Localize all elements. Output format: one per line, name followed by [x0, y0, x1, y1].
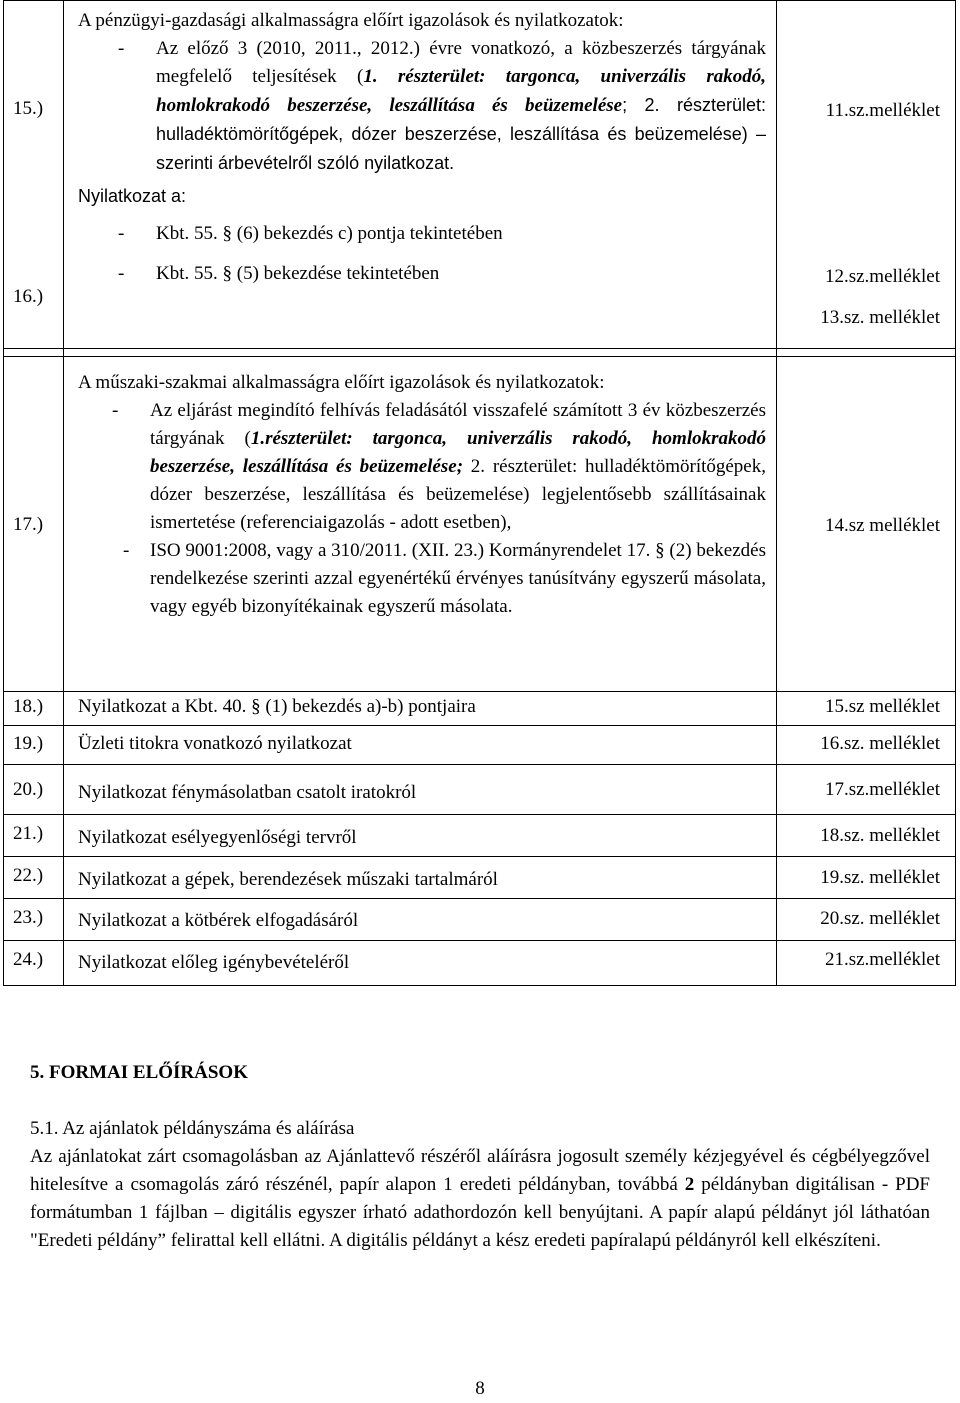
row-text: Nyilatkozat esélyegyenlőségi tervről	[78, 827, 357, 848]
list-dash: -	[112, 400, 119, 421]
annex-reference: 17.sz.melléklet	[824, 779, 940, 800]
row-17-content	[78, 369, 766, 621]
row-divider	[3, 725, 956, 726]
row-number: 23.)	[13, 907, 44, 928]
row-number: 18.)	[13, 696, 44, 717]
row-divider	[3, 348, 956, 349]
annex-reference: 21.sz.melléklet	[824, 949, 940, 970]
annex-reference: 13.sz. melléklet	[820, 307, 940, 328]
section-title: 5. FORMAI ELŐÍRÁSOK	[30, 1062, 248, 1083]
table-column-divider	[776, 0, 777, 986]
row-number: 20.)	[13, 779, 44, 800]
annex-reference: 20.sz. melléklet	[820, 908, 940, 929]
list-dash: -	[118, 223, 125, 244]
row-text: Üzleti titokra vonatkozó nyilatkozat	[78, 733, 352, 754]
row-text: Nyilatkozat előleg igénybevételéről	[78, 952, 350, 973]
row-number: 21.)	[13, 823, 44, 844]
row-divider	[3, 940, 956, 941]
annex-reference: 11.sz.melléklet	[825, 100, 940, 121]
section-subtitle: 5.1. Az ajánlatok példányszáma és aláírása	[30, 1118, 355, 1139]
paragraph-text: Az ajánlatokat zárt csomagolásban az Ajánlattevő részéről aláírásra jogosult személy kézjegyével és cégbélyegzővel hitelesítve a csomagolás záró részénél, papír alapon 1 eredeti példányban, továbbá	[30, 1146, 930, 1195]
section-paragraph	[30, 1143, 930, 1255]
row-number: 24.)	[13, 949, 44, 970]
row-text: Nyilatkozat a Kbt. 40. § (1) bekezdés a)-b) pontjaira	[78, 696, 476, 717]
row-number: 15.)	[13, 98, 44, 119]
row-text: Nyilatkozat a kötbérek elfogadásáról	[78, 910, 359, 931]
item-text: Az eljárást megindító felhívás feladásától visszafelé számított 3 év közbeszerzés tárgyának (	[150, 400, 766, 449]
row-heading: A műszaki-szakmai alkalmasságra előírt igazolások és nyilatkozatok:	[78, 372, 605, 393]
table-border-right	[955, 0, 956, 986]
table-border-bottom	[3, 985, 956, 986]
list-dash: -	[118, 38, 125, 59]
page-number: 8	[475, 1378, 485, 1399]
row-divider	[3, 764, 956, 765]
list-item	[118, 260, 766, 288]
row-heading: A pénzügyi-gazdasági alkalmasságra előírt igazolások és nyilatkozatok:	[78, 10, 624, 31]
item-text: Kbt. 55. § (5) bekezdése tekintetében	[156, 263, 440, 284]
annex-reference: 15.sz melléklet	[824, 696, 940, 717]
list-item	[118, 220, 766, 248]
item-text: ; 2. részterület: hulladéktömörítőgépek, dózer beszerzése, leszállítása és beüzemelése) – szerinti árbevételről szóló nyilatkozat.	[156, 95, 766, 173]
row-text: Nyilatkozat fénymásolatban csatolt iratokról	[78, 782, 417, 803]
paragraph-emphasis: 2	[684, 1174, 695, 1195]
row-text: Nyilatkozat a gépek, berendezések műszaki tartalmáról	[78, 869, 498, 890]
table-border-top	[3, 0, 956, 1]
row-number: 22.)	[13, 865, 44, 886]
list-dash: -	[118, 263, 125, 284]
row-divider	[3, 856, 956, 857]
item-emphasis: 1. részterület: targonca, univerzális rakodó, homlokrakodó beszerzése, leszállítása és beüzemelése	[156, 66, 766, 116]
row-divider	[3, 898, 956, 899]
row-number: 19.)	[13, 733, 44, 754]
row-divider	[3, 691, 956, 692]
item-text: Az előző 3 (2010, 2011., 2012.) évre vonatkozó, a közbeszerzés tárgyának megfelelő teljesítések (	[156, 38, 766, 87]
table-border-left	[3, 0, 4, 986]
row-divider	[3, 356, 956, 357]
row-15-content	[78, 7, 766, 288]
paragraph-text: példányban digitálisan - PDF formátumban 1 fájlban – digitális egyszer írható adathordozón kell benyújtani. A papír alapú példányt jól láthatóan "Eredeti példány” felirattal kell ellátni. A digitális példányt a kész eredeti papíralapú példányról kell elkészíteni.	[30, 1174, 931, 1251]
sub-heading: Nyilatkozat a:	[78, 186, 187, 206]
annex-reference: 18.sz. melléklet	[820, 825, 940, 846]
annex-reference: 16.sz. melléklet	[820, 733, 940, 754]
item-emphasis: 1.részterület: targonca, univerzális rakodó, homlokrakodó beszerzése, leszállítása és beüzemelése;	[150, 428, 767, 477]
item-text: Kbt. 55. § (6) bekezdés c) pontja tekintetében	[156, 223, 503, 244]
row-number: 17.)	[13, 514, 44, 535]
row-number: 16.)	[13, 286, 44, 307]
list-item	[112, 537, 766, 621]
annex-reference: 12.sz.melléklet	[824, 266, 940, 287]
item-text: ISO 9001:2008, vagy a 310/2011. (XII. 23.) Kormányrendelet 17. § (2) bekezdés rendelkezése szerinti azzal egyenértékű érvényes tanúsítvány egyszerű másolata, vagy egyéb bizonyítékainak egyszerű másolata.	[150, 540, 766, 617]
row-divider	[3, 814, 956, 815]
item-text: 2. részterület: hulladéktömörítőgépek, dózer beszerzése, leszállítása és beüzemelése) legjelentősebb szállításainak ismertetése (referenciaigazolás - adott esetben),	[150, 456, 766, 533]
list-item	[112, 397, 766, 537]
annex-reference: 14.sz melléklet	[824, 515, 940, 536]
list-item	[118, 35, 766, 178]
table-column-divider	[63, 0, 64, 986]
list-dash: -	[123, 540, 130, 561]
annex-reference: 19.sz. melléklet	[820, 867, 940, 888]
